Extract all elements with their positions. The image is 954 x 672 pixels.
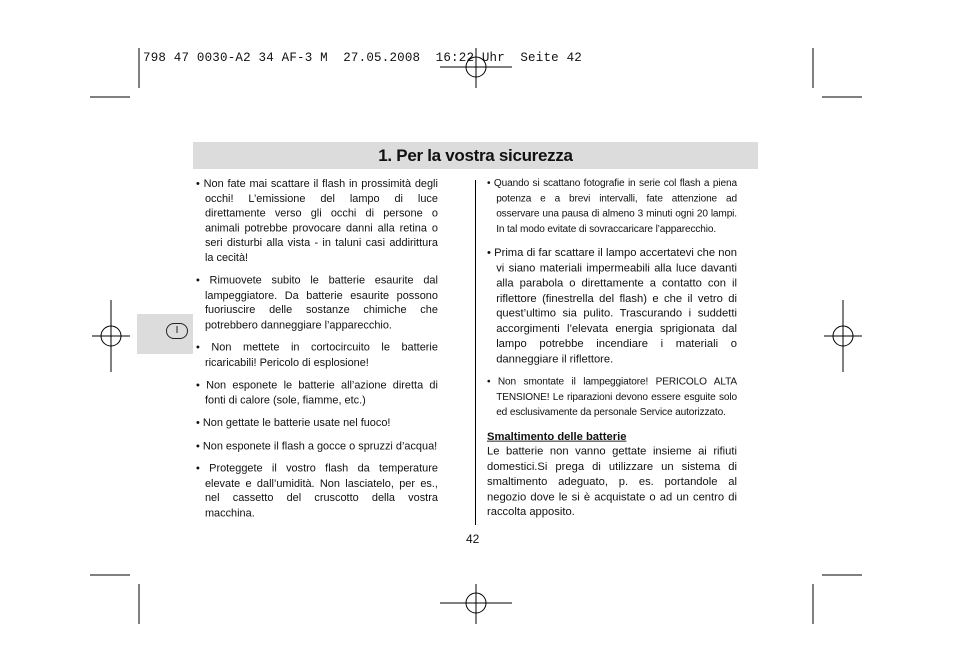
- page-number: 42: [466, 532, 480, 546]
- list-item: • Quando si scattano fotografie in serie col flash a piena potenza e a brevi intervalli, fate attenzione ad osservare una pausa di almeno 3 minuti ogni 20 lampi. In tal modo evitate di sovraccaricare l’apparecchio.: [487, 177, 737, 235]
- list-item: • Non gettate le batterie usate nel fuoco!: [196, 416, 391, 429]
- list-item: • Prima di far scattare il lampo accertatevi che non vi siano materiali impermeabili alla luce davanti alla parabola o direttamente a contatto con il riflettore (finestrella del flash) e che il vetro di quest’ultimo sia pulito. Trascurando i suddetti accorgimenti l’elevata energia sprigionata dal lampo potrebbe incendiare i materiali o danneggiare il riflettore.: [487, 245, 737, 365]
- disposal-paragraph: Le batterie non vanno gettate insieme ai rifiuti domestici.Si prega di utilizzare un sistema di smaltimento adeguato, p. es. portandole al negozio dove le si è acquistate o ad un centro di raccolta apposito.: [487, 444, 737, 518]
- section-title: 1. Per la vostra sicurezza: [378, 145, 573, 165]
- section-title-bar: [193, 142, 758, 169]
- list-item: • Non esponete il flash a gocce o spruzzi d’acqua!: [196, 438, 438, 452]
- language-tab-label: I: [166, 323, 188, 339]
- left-column: [196, 176, 438, 528]
- list-item: • Non fate mai scattare il flash in prossimità degli occhi! L’emissione del lampo di luce direttamente verso gli occhi di persone o animali potrebbe provocare danni alla retina o seri disturbi alla vista - in taluni casi addirittura la cecità!: [196, 176, 438, 264]
- column-divider: [475, 180, 476, 525]
- list-item: • Non mettete in cortocircuito le batterie ricaricabili! Pericolo di esplosione!: [196, 340, 438, 369]
- registration-mark-right: [824, 300, 862, 372]
- right-column: [487, 176, 737, 528]
- disposal-subheading: Smaltimento delle batterie: [487, 429, 627, 443]
- list-item: • Non esponete le batterie all’azione diretta di fonti di calore (sole, fiamme, etc.): [196, 378, 438, 406]
- registration-mark-left: [92, 300, 130, 372]
- language-tab: [137, 314, 193, 354]
- registration-mark-bottom: [440, 584, 512, 624]
- list-item: • Rimuovete subito le batterie esaurite dal lampeggiatore. Da batterie esaurite possono fuoriuscire delle sostanze chimiche che potrebbero danneggiare l’apparecchio.: [196, 273, 438, 331]
- list-item: • Non smontate il lampeggiatore! PERICOLO ALTA TENSIONE! Le riparazioni devono essere esguite solo ed esclusivamente da personale Service autorizzato.: [487, 376, 737, 418]
- list-item: • Proteggete il vostro flash da temperature elevate e dall’umidità. Non lasciatelo, per es., nel cassetto del cruscotto della vostra macchina.: [196, 461, 438, 519]
- slug-line: 798 47 0030-A2 34 AF-3 M 27.05.2008 16:22 Uhr Seite 42: [143, 51, 582, 65]
